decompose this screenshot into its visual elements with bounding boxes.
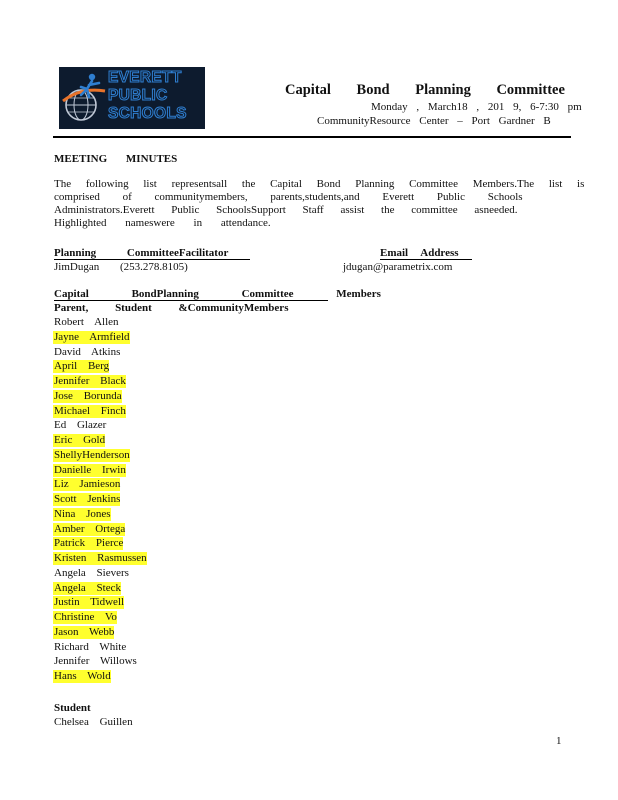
meeting-date: Monday , March18 , 201 9, 6-7:30 pm xyxy=(371,101,582,113)
member-name: Robert Allen xyxy=(54,316,119,328)
section-heading: MEETING MINUTES xyxy=(54,153,178,165)
group-label: Parent, Student &CommunityMembers xyxy=(54,302,289,314)
member-name: Jose Borunda xyxy=(54,389,122,402)
member-name: Jayne Armfield xyxy=(54,330,130,343)
intro-line-4: Highlighted nameswere in attendance. xyxy=(54,217,271,229)
globe-figure-icon xyxy=(59,67,109,129)
everett-public-schools-logo xyxy=(59,67,205,129)
member-name: Kristen Rasmussen xyxy=(54,552,147,565)
member-name: Eric Gold xyxy=(54,434,106,447)
member-name: ShellyHenderson xyxy=(54,448,130,461)
document-title: Capital Bond Planning Committee xyxy=(285,82,565,98)
logo-line-2: PUBLIC xyxy=(108,87,168,104)
member-name: Angela Sievers xyxy=(54,566,129,579)
intro-line-2: comprised of communitymembers, parents,students,and Everett Public Schools xyxy=(54,191,523,203)
member-name: Scott Jenkins xyxy=(54,493,121,506)
member-name: Hans Wold xyxy=(54,670,111,683)
member-name: Jennifer Black xyxy=(54,375,126,388)
member-name: Michael Finch xyxy=(54,404,126,417)
meeting-location: CommunityResource Center – Port Gardner B xyxy=(317,115,551,127)
member-name: Ed Glazer xyxy=(54,419,107,432)
member-name: Christine Vo xyxy=(54,611,117,624)
member-name: Amber Ortega xyxy=(54,522,126,535)
member-name: Danielle Irwin xyxy=(54,463,126,476)
members-heading: Capital BondPlanning Committee Members xyxy=(54,288,381,300)
member-name: Angela Steck xyxy=(54,581,121,594)
facilitator-name-phone: JimDugan (253.278.8105) xyxy=(54,261,188,273)
header-divider xyxy=(53,136,571,138)
page-number: 1 xyxy=(556,735,562,747)
member-name: Patrick Pierce xyxy=(54,537,124,550)
member-name: Justin Tidwell xyxy=(54,596,125,609)
logo-line-3: SCHOOLS xyxy=(108,105,187,122)
intro-line-3: Administrators.Everett Public SchoolsSupport Staff assist the committee asneeded. xyxy=(54,204,518,216)
member-name: David Atkins xyxy=(54,345,121,358)
facilitator-email: jdugan@parametrix.com xyxy=(343,261,453,273)
email-address-label: Email Address xyxy=(380,247,472,260)
member-name: Nina Jones xyxy=(54,507,111,520)
member-name: Jason Webb xyxy=(54,625,115,638)
student-name: Chelsea Guillen xyxy=(54,716,133,728)
student-heading: Student xyxy=(54,702,91,714)
member-name: Richard White xyxy=(54,640,127,653)
logo-line-1: EVERETT xyxy=(108,69,182,86)
intro-line-1: The following list representsall the Capital Bond Planning Committee Members.The list is xyxy=(54,178,585,190)
facilitator-label: Planning CommitteeFacilitator xyxy=(54,247,250,260)
member-name: Liz Jamieson xyxy=(54,478,121,491)
member-name: April Berg xyxy=(54,360,110,373)
member-name: Jennifer Willows xyxy=(54,655,137,668)
